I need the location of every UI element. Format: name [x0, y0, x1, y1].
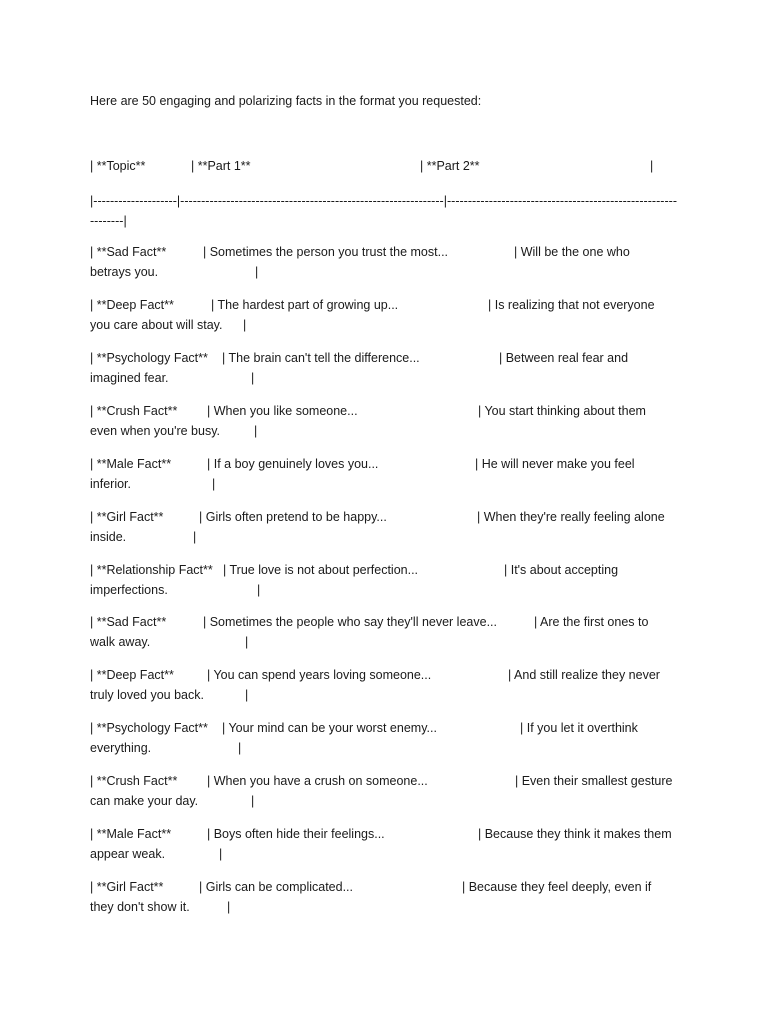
fact-row [90, 615, 680, 657]
fact-continuation: you care about will stay. [90, 318, 223, 332]
fact-part2: | Between real fear and [499, 351, 629, 365]
fact-row-end: | [251, 371, 255, 385]
fact-part2: | Is realizing that not everyone [488, 298, 655, 312]
fact-part2: | Because they feel deeply, even if [462, 880, 652, 894]
header-end: | [650, 159, 654, 173]
fact-part1: | Boys often hide their feelings... [207, 827, 385, 841]
fact-topic: | **Girl Fact** [90, 880, 164, 894]
fact-row-end: | [255, 265, 259, 279]
fact-topic: | **Psychology Fact** [90, 351, 208, 365]
fact-part1: | Girls can be complicated... [199, 880, 354, 894]
fact-part2: | He will never make you feel [475, 457, 635, 471]
intro-text: Here are 50 engaging and polarizing facts in the format you requested: [90, 94, 482, 108]
fact-topic: | **Crush Fact** [90, 404, 178, 418]
fact-topic: | **Sad Fact** [90, 245, 167, 259]
fact-part2: | You start thinking about them [478, 404, 646, 418]
fact-row [90, 404, 680, 446]
fact-part2: | Even their smallest gesture [515, 774, 673, 788]
fact-part1: | When you have a crush on someone... [207, 774, 428, 788]
fact-topic: | **Deep Fact** [90, 298, 174, 312]
fact-part2: | When they're really feeling alone [477, 510, 665, 524]
fact-continuation: even when you're busy. [90, 424, 221, 438]
fact-part1: | If a boy genuinely loves you... [207, 457, 379, 471]
fact-part1: | When you like someone... [207, 404, 358, 418]
fact-continuation: walk away. [90, 635, 151, 649]
fact-topic: | **Girl Fact** [90, 510, 164, 524]
fact-part1: | Girls often pretend to be happy... [199, 510, 387, 524]
fact-continuation: they don't show it. [90, 900, 190, 914]
fact-row [90, 245, 680, 287]
fact-part1: | Sometimes the person you trust the most... [203, 245, 449, 259]
fact-topic: | **Sad Fact** [90, 615, 167, 629]
fact-row [90, 351, 680, 393]
fact-row-end: | [257, 583, 261, 597]
fact-continuation: imperfections. [90, 583, 168, 597]
fact-continuation: can make your day. [90, 794, 199, 808]
fact-row [90, 457, 680, 499]
fact-continuation: betrays you. [90, 265, 159, 279]
fact-part1: | The hardest part of growing up... [211, 298, 399, 312]
fact-topic: | **Male Fact** [90, 457, 172, 471]
fact-topic: | **Male Fact** [90, 827, 172, 841]
fact-topic: | **Psychology Fact** [90, 721, 208, 735]
fact-row [90, 721, 680, 763]
fact-row [90, 298, 680, 340]
fact-continuation: inferior. [90, 477, 131, 491]
fact-part1: | Sometimes the people who say they'll never leave... [203, 615, 497, 629]
fact-topic: | **Relationship Fact** [90, 563, 213, 577]
table-separator: |--------------------|---------------------------------------------------------------|---------------------------------------------------------------| [90, 194, 677, 228]
fact-row-end: | [238, 741, 242, 755]
fact-row-end: | [212, 477, 216, 491]
fact-part2: | Are the first ones to [534, 615, 649, 629]
table-header-row [90, 159, 680, 177]
header-part2: | **Part 2** [420, 159, 480, 173]
fact-row [90, 668, 680, 710]
fact-row-end: | [219, 847, 223, 861]
fact-row [90, 774, 680, 816]
fact-part2: | And still realize they never [508, 668, 660, 682]
fact-topic: | **Crush Fact** [90, 774, 178, 788]
fact-continuation: everything. [90, 741, 152, 755]
fact-continuation: appear weak. [90, 847, 166, 861]
fact-part2: | Will be the one who [514, 245, 630, 259]
fact-row-end: | [245, 688, 249, 702]
header-topic: | **Topic** [90, 159, 146, 173]
fact-part2: | It's about accepting [504, 563, 619, 577]
fact-row-end: | [251, 794, 255, 808]
fact-row-end: | [245, 635, 249, 649]
fact-part1: | You can spend years loving someone... [207, 668, 432, 682]
fact-topic: | **Deep Fact** [90, 668, 174, 682]
fact-row-end: | [193, 530, 197, 544]
fact-part1: | The brain can't tell the difference... [222, 351, 420, 365]
fact-continuation: truly loved you back. [90, 688, 204, 702]
fact-row [90, 827, 680, 869]
fact-row-end: | [243, 318, 247, 332]
fact-row-end: | [254, 424, 258, 438]
fact-part1: | Your mind can be your worst enemy... [222, 721, 437, 735]
fact-part2: | If you let it overthink [520, 721, 638, 735]
fact-row [90, 880, 680, 922]
fact-continuation: inside. [90, 530, 127, 544]
fact-row-end: | [227, 900, 231, 914]
fact-part1: | True love is not about perfection... [223, 563, 419, 577]
fact-part2: | Because they think it makes them [478, 827, 672, 841]
fact-row [90, 563, 680, 605]
fact-row [90, 510, 680, 552]
header-part1: | **Part 1** [191, 159, 251, 173]
fact-continuation: imagined fear. [90, 371, 169, 385]
